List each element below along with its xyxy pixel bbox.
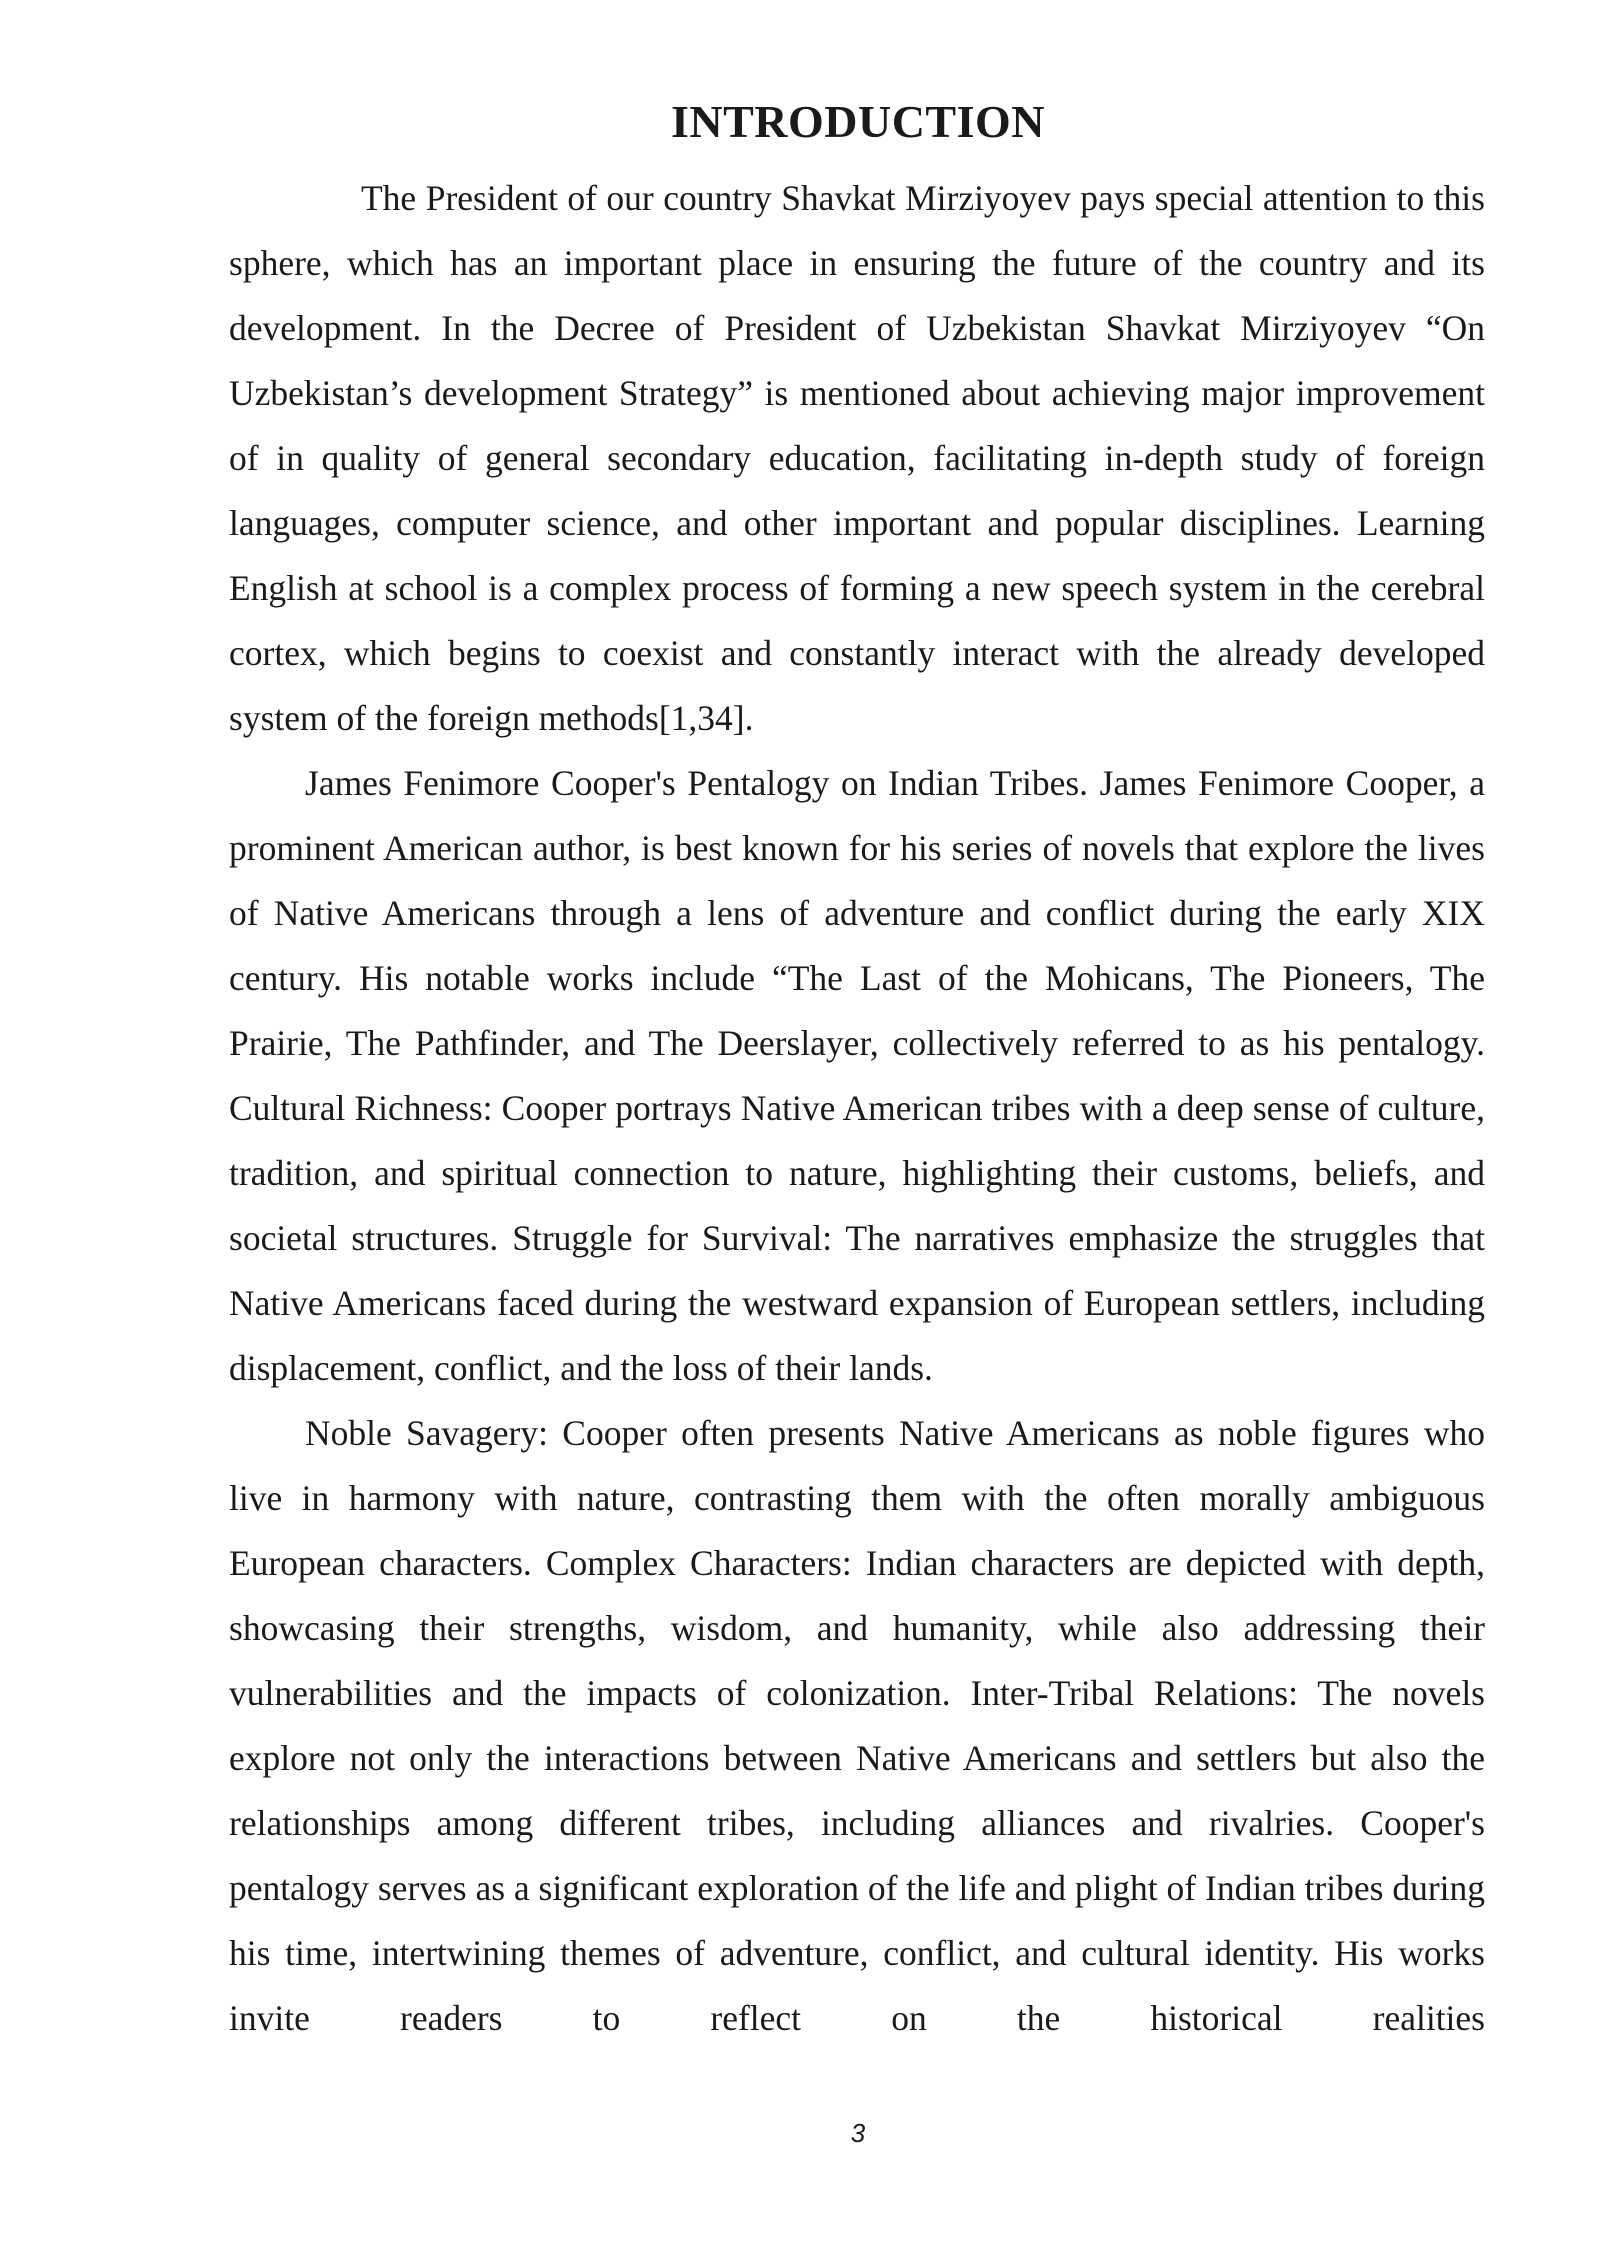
page-title: INTRODUCTION [670,96,1046,147]
page-number: 3 [850,2118,866,2148]
paragraph-cooper-pentalogy: James Fenimore Cooper's Pentalogy on Indian Tribes. James Fenimore Cooper, a prominent American author, is best known for his series of novels that explore the lives of Native Americans through a lens of adventure and conflict during the early XIX century. His notable works include “The Last of the Mohicans, The Pioneers, The Prairie, The Pathfinder, and The Deerslayer, collectively referred to as his pentalogy. Cultural Richness: Cooper portrays Native American tribes with a deep sense of culture, tradition, and spiritual connection to nature, highlighting their customs, beliefs, and societal structures. Struggle for Survival: The narratives emphasize the struggles that Native Americans faced during the westward expansion of European settlers, including displacement, conflict, and the loss of their lands. [229,763,1485,1388]
body-text [229,166,1485,2051]
paragraph-intro: The President of our country Shavkat Mirziyoyev pays special attention to this sphere, which has an important place in ensuring the future of the country and its development. In the Decree of President of Uzbekistan Shavkat Mirziyoyev “On Uzbekistan’s development Strategy” is mentioned about achieving major improvement of in quality of general secondary education, facilitating in-depth study of foreign languages, computer science, and other important and popular disciplines. Learning English at school is a complex process of forming a new speech system in the cerebral cortex, which begins to coexist and constantly interact with the already developed system of the foreign methods[1,34]. [229,178,1485,738]
paragraph-noble-savagery: Noble Savagery: Cooper often presents Native Americans as noble figures who live in harmony with nature, contrasting them with the often morally ambiguous European characters. Complex Characters: Indian characters are depicted with depth, showcasing their strengths, wisdom, and humanity, while also addressing their vulnerabilities and the impacts of colonization. Inter-Tribal Relations: The novels explore not only the interactions between Native Americans and settlers but also the relationships among different tribes, including alliances and rivalries. Cooper's pentalogy serves as a significant exploration of the life and plight of Indian tribes during his time, intertwining themes of adventure, conflict, and cultural identity. His works invite readers to reflect on the historical realities [229,1413,1485,2038]
